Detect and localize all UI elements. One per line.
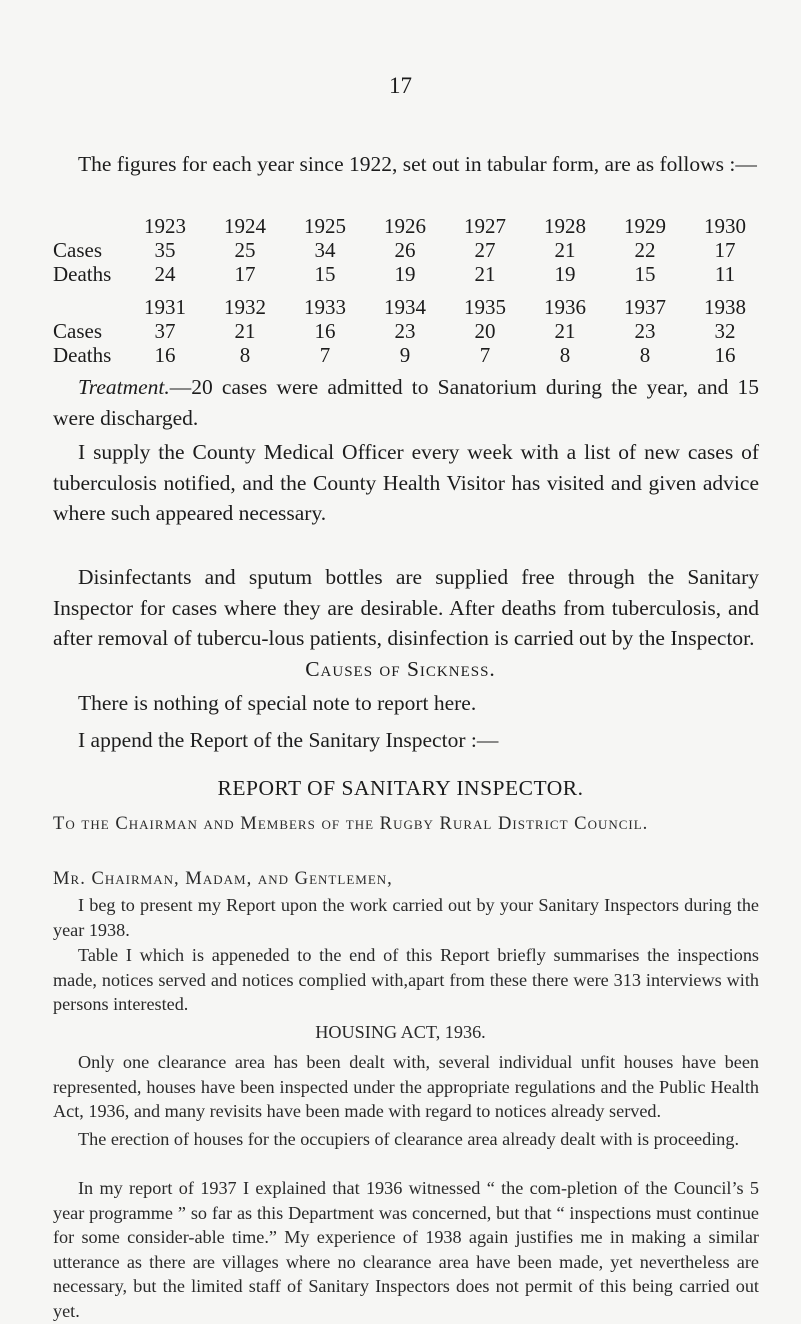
append-text: I append the Report of the Sanitary Inspector :—	[78, 728, 499, 752]
present-text: I beg to present my Report upon the work carried out by your Sanitary Inspectors during the year 1938.	[53, 895, 759, 940]
value-cell: 8	[239, 343, 251, 367]
value-cell: 15	[314, 262, 336, 286]
clearance-paragraph	[53, 1050, 759, 1124]
year-cell: 1936	[544, 295, 586, 319]
value-cell: 23	[394, 319, 416, 343]
value-cell: 21	[234, 319, 256, 343]
statistics-table-1931-1938	[53, 295, 765, 367]
year-cell: 1930	[704, 214, 746, 238]
value-cell: 15	[634, 262, 656, 286]
address-text: To the Chairman and Members of the Rugby Rural District Council.	[53, 813, 649, 834]
year-cell: 1924	[224, 214, 266, 238]
nothing-text: There is nothing of special note to report here.	[78, 691, 477, 715]
value-cell: 35	[154, 238, 176, 262]
salutation	[53, 867, 759, 892]
treatment-text: —20 cases were admitted to Sanatorium during the year, and 15 were discharged.	[53, 375, 759, 430]
intro-paragraph	[53, 149, 759, 180]
intro-text: The figures for each year since 1922, set out in tabular form, are as follows :—	[78, 152, 757, 176]
year-cell: 1929	[624, 214, 666, 238]
clearance-text: Only one clearance area has been dealt with, several individual unfit houses have been represented, houses have been inspected under the appropriate regulations and the Public Health Act, 1936, and many revisits have been made with regard to notices already served.	[53, 1052, 759, 1122]
value-cell: 11	[714, 262, 736, 286]
erection-paragraph	[53, 1127, 759, 1152]
value-cell: 21	[554, 238, 576, 262]
year-cell: 1926	[384, 214, 426, 238]
value-cell: 16	[714, 343, 736, 367]
housing-act-heading: HOUSING ACT, 1936.	[315, 1022, 486, 1042]
value-cell: 8	[559, 343, 571, 367]
year-cell: 1923	[144, 214, 186, 238]
value-cell: 19	[394, 262, 416, 286]
value-cell: 22	[634, 238, 656, 262]
table-row-years	[53, 295, 765, 319]
disinfectant-text: Disinfectants and sputum bottles are supplied free through the Sanitary Inspector for cases where they are desirable. After deaths from tuberculosis, and after removal of tubercu-lous patients, disinfection is carried out by the Inspector.	[53, 565, 759, 650]
append-paragraph	[53, 725, 759, 756]
year-cell: 1933	[304, 295, 346, 319]
table-corner	[53, 295, 125, 319]
row-label: Deaths	[53, 343, 112, 367]
row-label: Deaths	[53, 262, 112, 286]
value-cell: 16	[154, 343, 176, 367]
value-cell: 7	[319, 343, 331, 367]
supply-text: I supply the County Medical Officer every week with a list of new cases of tuberculosis notified, and the County Health Visitor has visited and given advice where such appeared necessary.	[53, 440, 759, 525]
year-cell: 1937	[624, 295, 666, 319]
year-cell: 1927	[464, 214, 506, 238]
value-cell: 20	[474, 319, 496, 343]
table-row-deaths	[53, 343, 765, 367]
row-label: Cases	[53, 238, 102, 262]
value-cell: 16	[314, 319, 336, 343]
value-cell: 27	[474, 238, 496, 262]
year-cell: 1928	[544, 214, 586, 238]
treatment-paragraph	[53, 372, 759, 433]
value-cell: 37	[154, 319, 176, 343]
report-1937-text: In my report of 1937 I explained that 1936 witnessed “ the com-pletion of the Council’s 5 year programme ” so far as this Department was concerned, but that “ inspections must continue for some consider-able time.” My experience of 1938 again justifies me in making a similar utterance as there are villages where no clearance area have been made, yet nevertheless are necessary, but the limited staff of Sanitary Inspectors does not permit of this being carried out yet.	[53, 1178, 759, 1321]
year-cell: 1931	[144, 295, 186, 319]
disinfectant-paragraph	[53, 562, 759, 654]
value-cell: 23	[634, 319, 656, 343]
value-cell: 21	[474, 262, 496, 286]
table-corner	[53, 214, 125, 238]
table-paragraph	[53, 943, 759, 1017]
address-line	[53, 812, 759, 837]
value-cell: 26	[394, 238, 416, 262]
year-cell: 1932	[224, 295, 266, 319]
salutation-text: Mr. Chairman, Madam, and Gentlemen,	[53, 868, 393, 889]
treatment-label: Treatment.	[78, 375, 170, 399]
nothing-paragraph	[53, 688, 759, 719]
value-cell: 25	[234, 238, 256, 262]
value-cell: 17	[234, 262, 256, 286]
value-cell: 9	[399, 343, 411, 367]
page-number: 17	[389, 73, 412, 98]
causes-of-sickness-heading: Causes of Sickness.	[305, 657, 496, 681]
value-cell: 34	[314, 238, 336, 262]
table-row-cases	[53, 238, 765, 262]
report-1937-paragraph	[53, 1176, 759, 1324]
value-cell: 19	[554, 262, 576, 286]
year-cell: 1934	[384, 295, 426, 319]
value-cell: 21	[554, 319, 576, 343]
table-text: Table I which is appeneded to the end of this Report briefly summarises the inspections made, notices served and notices complied with,apart from these there were 313 interviews with persons interested.	[53, 945, 759, 1015]
year-cell: 1938	[704, 295, 746, 319]
row-label: Cases	[53, 319, 102, 343]
value-cell: 32	[714, 319, 736, 343]
table-row-deaths	[53, 262, 765, 286]
value-cell: 7	[479, 343, 491, 367]
value-cell: 24	[154, 262, 176, 286]
value-cell: 17	[714, 238, 736, 262]
supply-paragraph	[53, 437, 759, 529]
table-row-years	[53, 214, 765, 238]
table-row-cases	[53, 319, 765, 343]
value-cell: 8	[639, 343, 651, 367]
report-heading: REPORT OF SANITARY INSPECTOR.	[217, 776, 584, 800]
year-cell: 1925	[304, 214, 346, 238]
year-cell: 1935	[464, 295, 506, 319]
present-paragraph	[53, 893, 759, 942]
erection-text: The erection of houses for the occupiers of clearance area already dealt with is proceeding.	[78, 1129, 740, 1149]
statistics-table-1923-1930	[53, 214, 765, 286]
